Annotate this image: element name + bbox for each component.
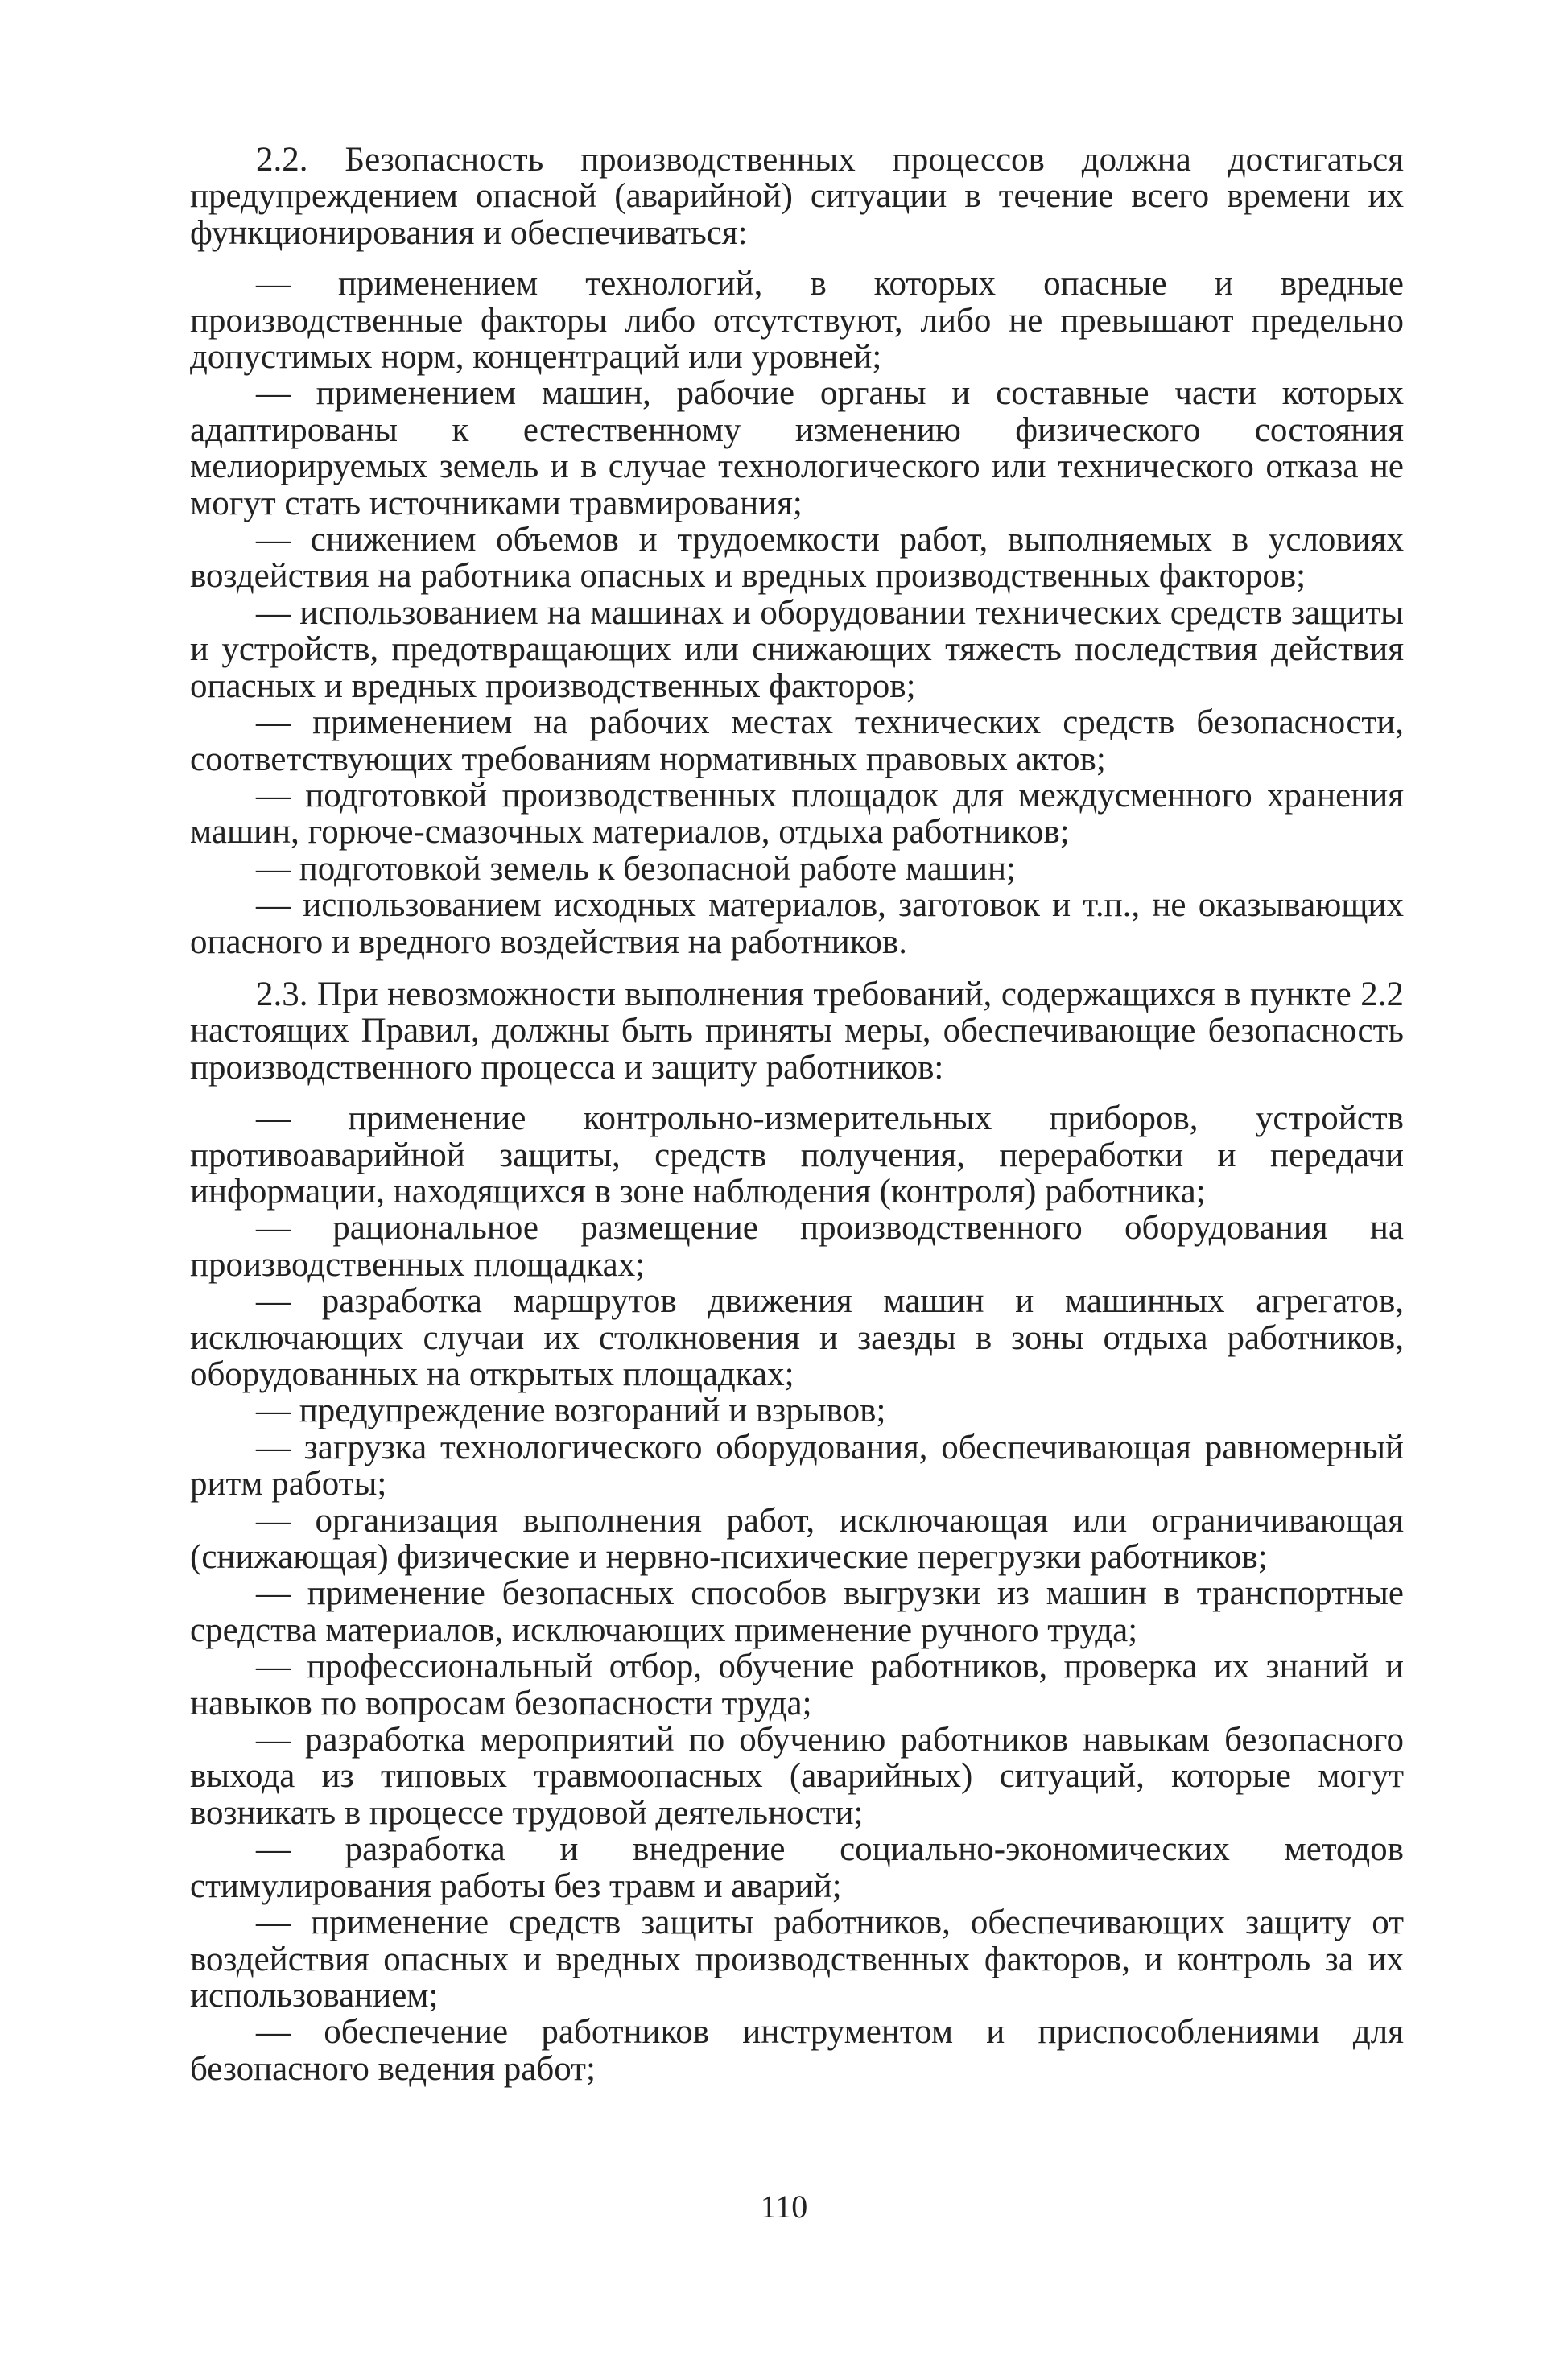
section-2-3-item: — рациональное размещение производственного оборудования на производственных площадках;: [190, 1209, 1404, 1284]
section-2-3-item: — предупреждение возгораний и взрывов;: [256, 1392, 886, 1430]
section-2-3-item: — профессиональный отбор, обучение работников, проверка их знаний и навыков по вопросам безопасности труда;: [190, 1648, 1404, 1722]
section-2-2-item: — снижением объемов и трудоемкости работ, выполняемых в условиях воздействия на работника опасных и вредных производственных факторов;: [190, 521, 1404, 596]
section-2-2-item: — подготовкой производственных площадок для междусменного хранения машин, горюче-смазочных материалов, отдыха работников;: [190, 776, 1404, 852]
section-2-3-item: — применение безопасных способов выгрузки из машин в транспортные средства материалов, исключающих применение ручного труда;: [190, 1574, 1404, 1649]
section-2-2-item: — использованием исходных материалов, заготовок и т.п., не оказывающих опасного и вредного воздействия на работников.: [190, 886, 1404, 961]
section-2-2-item: — применением технологий, в которых опасные и вредные производственные факторы либо отсутствуют, либо не превышают предельно допустимых норм, концентраций или уровней;: [190, 265, 1404, 377]
section-2-3-item: — организация выполнения работ, исключающая или ограничивающая (снижающая) физические и нервно-психические перегрузки работников;: [190, 1501, 1404, 1577]
section-2-3-item: — загрузка технологического оборудования, обеспечивающая равномерный ритм работы;: [190, 1428, 1404, 1504]
document-page: [190, 142, 1404, 2087]
page-number: 110: [760, 2188, 808, 2225]
section-2-3-item: — разработка маршрутов движения машин и машинных агрегатов, исключающих случаи их столкновения и заезды в зоны отдыха работников, оборудованных на открытых площадках;: [190, 1282, 1404, 1393]
section-2-3-intro: 2.3. При невозможности выполнения требований, содержащихся в пункте 2.2 настоящих Правил, должны быть приняты меры, обеспечивающие безопасность производственного процесса и защиту работников:: [190, 975, 1404, 1087]
section-2-2-intro: 2.2. Безопасность производственных процессов должна достигаться предупреждением опасной (аварийной) ситуации в течение всего времени их функционирования и обеспечиваться:: [190, 141, 1404, 252]
section-2-3-item: — разработка мероприятий по обучению работников навыкам безопасного выхода из типовых травмоопасных (аварийных) ситуаций, которые могут возникать в процессе трудовой деятельности;: [190, 1721, 1404, 1832]
section-2-3-item: — применение контрольно-измерительных приборов, устройств противоаварийной защиты, средств получения, переработки и передачи информации, находящихся в зоне наблюдения (контроля) работника;: [190, 1099, 1404, 1211]
section-2-3-item: — применение средств защиты работников, обеспечивающих защиту от воздействия опасных и вредных производственных факторов, и контроль за их использованием;: [190, 1904, 1404, 2015]
section-2-2-item: — применением на рабочих местах технических средств безопасности, соответствующих требованиям нормативных правовых актов;: [190, 703, 1404, 778]
section-2-2-item: — использованием на машинах и оборудовании технических средств защиты и устройств, предотвращающих или снижающих тяжесть последствия действия опасных и вредных производственных факторов;: [190, 593, 1404, 705]
section-2-3-item: — обеспечение работников инструментом и приспособлениями для безопасного ведения работ;: [190, 2013, 1404, 2088]
section-2-3-item: — разработка и внедрение социально-экономических методов стимулирования работы без травм и аварий;: [190, 1830, 1404, 1905]
section-2-2-item: — применением машин, рабочие органы и составные части которых адаптированы к естественному изменению физического состояния мелиорируемых земель и в случае технологического или технического отказа не могут стать источниками травмирования;: [190, 374, 1404, 522]
section-2-2-item: — подготовкой земель к безопасной работе машин;: [256, 849, 1016, 888]
